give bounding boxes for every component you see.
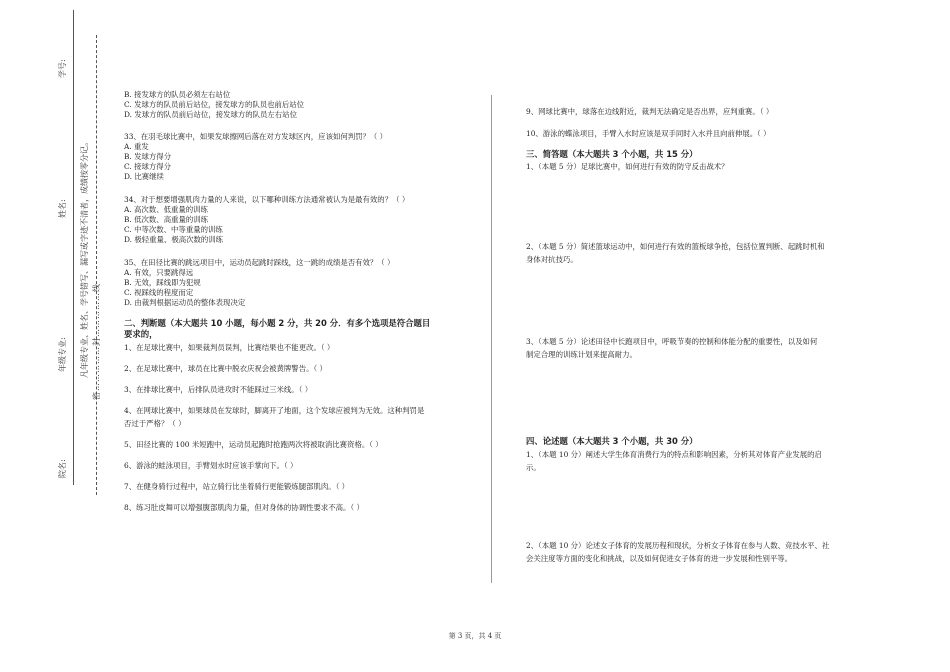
judge-4-cont: 否过于严格？（ ） (124, 419, 186, 429)
q35-option-c: C. 视踩线的程度而定 (124, 287, 194, 297)
q35-option-a: A. 有效，只要跳得远 (124, 267, 194, 277)
judge-3: 3、在排球比赛中，后排队员进攻时不能踩过三米线。（ ） (124, 385, 313, 395)
q34-option-b: B. 低次数、高重量的训练 (124, 214, 209, 224)
judge-10: 10、游泳的蝶泳项目，手臂入水时应该是双手同时入水并且向前伸展。（ ） (526, 128, 771, 138)
seal-line-text: 密……………封……………线 (92, 283, 101, 400)
short-answer-3-cont: 制定合理的训练计划来提高耐力。 (526, 350, 637, 360)
essay-1-cont: 示。 (526, 462, 541, 472)
judge-7: 7、在健身骑行过程中，站立骑行比坐着骑行更能锻炼腿部肌肉。（ ） (124, 482, 350, 492)
q32-option-c: C. 发球方的队员前后站位，接发球方的队员也前后站位 (124, 99, 305, 109)
short-answer-2-cont: 身体对抗技巧。 (526, 255, 578, 265)
short-answer-1: 1、（本题 5 分）足球比赛中，如何进行有效的防守反击战术？ (526, 162, 729, 172)
page-footer: 第 3 页，共 4 页 (448, 632, 502, 640)
q33-option-a: A. 重发 (124, 141, 149, 151)
q34-option-a: A. 高次数、低重量的训练 (124, 204, 208, 214)
section3-title: 三、简答题（本大题共 3 个小题，共 15 分） (526, 148, 698, 159)
binding-margin (0, 0, 115, 672)
judge-4: 4、在网球比赛中，如果球员在发球时，脚离开了地面，这个发球应被判为无效。这种判罚是 (124, 406, 425, 416)
short-answer-3: 3、（本题 5 分）论述田径中长跑项目中，呼吸节奏的控制和体能分配的重要性，以及如何 (526, 337, 818, 347)
q33-option-b: B. 发球方得分 (124, 151, 172, 161)
q33-option-c: C. 接球方得分 (124, 161, 172, 171)
school-label: 院名: (58, 459, 67, 478)
section4-title: 四、论述题（本大题共 3 个小题，共 30 分） (526, 436, 698, 447)
section2-title: 二、判断题（本大题共 10 小题，每小题 2 分，共 20 分．有多个选项是符合题目 (124, 317, 431, 328)
q32-option-d: D. 发球方的队员前后站位，接发球方的队员左右站位 (124, 109, 297, 119)
q33-question: 33、在羽毛球比赛中，如果发球擦网后落在对方发球区内，应该如何判罚？（ ） (124, 131, 388, 141)
right-column (526, 107, 871, 564)
q34-option-d: D. 极轻重量、极高次数的训练 (124, 234, 224, 244)
judge-2: 2、在足球比赛中，球员在比赛中脱衣庆祝会被黄牌警告。（ ） (124, 364, 327, 374)
q35-option-d: D. 由裁判根据运动员的整体表现决定 (124, 297, 246, 307)
name-label: 姓名: (58, 199, 67, 218)
grade-major-label: 年级专业: (58, 337, 67, 372)
judge-9: 9、网球比赛中，球落在边线附近，裁判无法确定是否出界，应判重赛。（ ） (526, 107, 774, 116)
q35-question: 35、在田径比赛的跳远项目中，运动员起跳时踩线，这一跳的成绩是否有效？（ ） (124, 257, 395, 267)
short-answer-2: 2、（本题 5 分）简述篮球运动中，如何进行有效的篮板球争抢，包括位置判断、起跳时机和 (526, 242, 825, 252)
judge-6: 6、游泳的蛙泳项目，手臂划水时应该手掌向下。（ ） (124, 461, 298, 471)
q34-question: 34、对于想要增强肌肉力量的人来说，以下哪种训练方法通常被认为是最有效的？（ ） (124, 194, 410, 204)
q34-option-c: C. 中等次数、中等重量的训练 (124, 224, 223, 234)
judge-1: 1、在足球比赛中，如果裁判员误判，比赛结果也不能更改。（ ） (124, 343, 335, 353)
column-divider (491, 95, 492, 583)
binding-warning-text: 凡年级专业、姓名、学号错写、漏写或字迹不清者，成绩按零分记。 (80, 138, 89, 378)
binding-dashed-line (96, 35, 97, 495)
section2-title-cont: 要求的， (124, 329, 158, 340)
left-column (124, 90, 479, 513)
essay-1: 1、（本题 10 分）阐述大学生体育消费行为的特点和影响因素，分析其对体育产业发展的启 (526, 449, 822, 459)
judge-5: 5、田径比赛的 100 米短跑中，运动员起跑时抢跑两次将被取消比赛资格。（ ） (124, 440, 383, 450)
essay-2: 2、（本题 10 分）论述女子体育的发展历程和现状，分析女子体育在参与人数、竞技水平、社 (526, 540, 830, 550)
student-id-label: 学号: (58, 59, 67, 78)
essay-2-cont: 会关注度等方面的变化和挑战，以及如何促进女子体育的进一步发展和性别平等。 (526, 553, 793, 563)
judge-8: 8、练习肚皮舞可以增强腹部肌肉力量，但对身体的协调性要求不高。（ ） (124, 503, 364, 513)
q33-option-d: D. 比赛继续 (124, 171, 164, 181)
q32-option-b: B. 接发球方的队员必须左右站位 (124, 90, 231, 99)
q35-option-b: B. 无效，踩线即为犯规 (124, 277, 201, 287)
binding-line-left (73, 10, 74, 485)
